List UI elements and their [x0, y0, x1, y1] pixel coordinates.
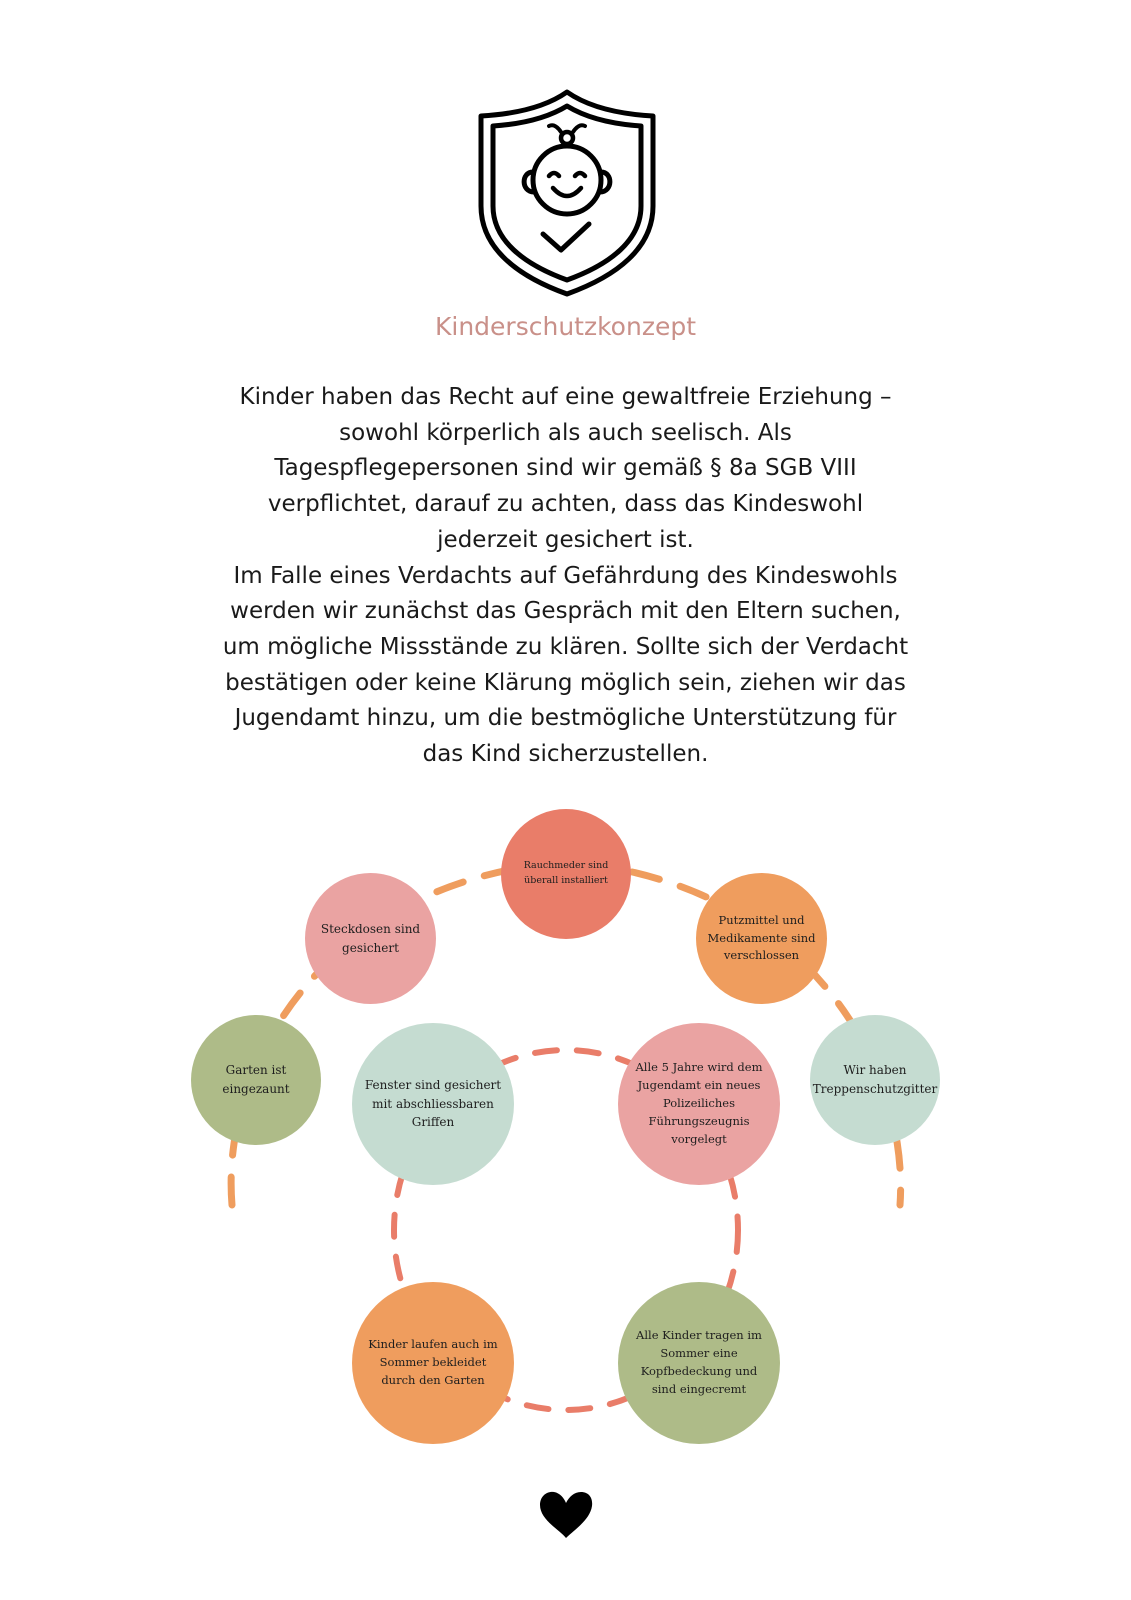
bubble-label: Wir haben Treppenschutzgitter: [812, 1063, 938, 1096]
intro-line: Kinder haben das Recht auf eine gewaltfreie Erziehung –: [239, 384, 892, 410]
intro-line: jederzeit gesichert ist.: [437, 526, 694, 553]
bubble-label: Alle 5 Jahre wird dem Jugendamt ein neues Polizeiliches Führungszeugnis vorgelegt: [635, 1060, 763, 1146]
bubble-label: Garten ist eingezaunt: [222, 1063, 290, 1096]
bubble-kinder-sommer: [352, 1282, 514, 1444]
bubble-jugendamt: [618, 1023, 780, 1185]
child-protection-shield-logo: [477, 88, 657, 298]
bubble-fenster: [352, 1023, 514, 1185]
intro-line: werden wir zunächst das Gespräch mit den Eltern suchen,: [230, 598, 901, 625]
bubble-label: Kinder laufen auch im Sommer bekleidet durch den Garten: [368, 1337, 498, 1387]
bubble-kopfbedeckung: [618, 1282, 780, 1444]
bubble-label: Alle Kinder tragen im Sommer eine Kopfbedeckung und sind eingecremt: [636, 1328, 762, 1396]
bubble-putzmittel: [696, 873, 827, 1004]
intro-line: verpflichtet, darauf zu achten, dass das Kindeswohl: [267, 491, 864, 518]
bubble-garten: [191, 1015, 321, 1145]
intro-text: [180, 380, 951, 773]
bubble-label: Fenster sind gesichert mit abschliessbaren Griffen: [364, 1078, 502, 1130]
bubble-rauchmelder: [501, 809, 631, 939]
intro-line: sowohl körperlich als auch seelisch. Als: [339, 419, 792, 446]
intro-paragraph-1: [180, 380, 951, 559]
intro-line: Tagespflegepersonen sind wir gemäß § 8a SGB VIII: [274, 455, 857, 482]
bubble-treppe: [810, 1015, 940, 1145]
intro-line: Jugendamt hinzu, um die bestmögliche Unterstützung für: [234, 705, 897, 732]
heart-icon: [538, 1490, 594, 1540]
intro-paragraph-2: [180, 559, 951, 773]
bubble-label: Steckdosen sind gesichert: [320, 921, 421, 955]
bubble-label: Putzmittel und Medikamente sind verschlossen: [707, 912, 816, 963]
intro-line: das Kind sicherzustellen.: [422, 741, 709, 768]
intro-line: bestätigen oder keine Klärung möglich sein, ziehen wir das: [225, 669, 906, 696]
intro-line: Im Falle eines Verdachts auf Gefährdung des Kindeswohls: [233, 562, 898, 589]
intro-line: um mögliche Missstände zu klären. Sollte sich der Verdacht: [222, 633, 909, 660]
bubble-label: Rauchmeder sind überall installiert: [523, 860, 609, 886]
page-title: Kinderschutzkonzept: [435, 312, 696, 341]
bubble-steckdosen: [305, 873, 436, 1004]
